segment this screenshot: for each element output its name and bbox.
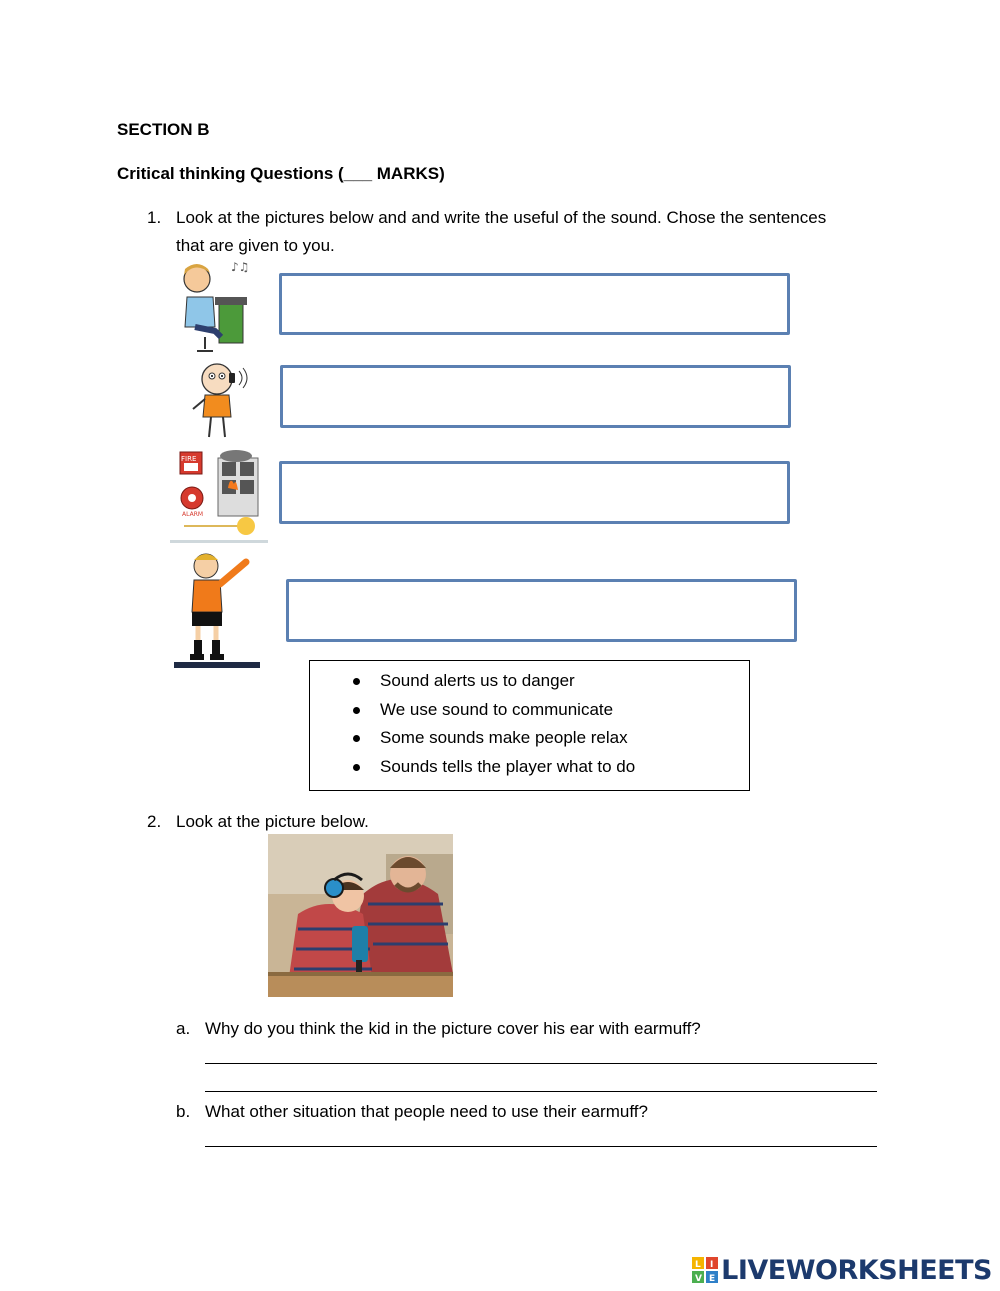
word-bank: [309, 660, 750, 791]
alarm-label: ALARM: [182, 511, 204, 518]
logo-text: LIVEWORKSHEETS: [721, 1254, 992, 1286]
q1-text-line1: Look at the pictures below and and write the useful of the sound. Chose the sentences: [176, 208, 827, 227]
q2a-letter: a.: [176, 1019, 191, 1038]
q1-number: 1.: [147, 208, 162, 227]
answer-box-4[interactable]: [286, 579, 797, 642]
logo-tile-e: E: [709, 1274, 716, 1283]
q2-number: 2.: [147, 812, 162, 831]
word-bank-item: Sounds tells the player what to do: [380, 756, 749, 785]
answer-box-3[interactable]: [279, 461, 790, 524]
answer-line-b1[interactable]: [205, 1146, 877, 1147]
subtitle: Critical thinking Questions (___ MARKS): [117, 164, 445, 183]
relaxing-music-icon: [175, 257, 255, 355]
workshop-photo: [268, 834, 453, 997]
svg-text:♪♫: ♪♫: [231, 260, 250, 274]
answer-box-1[interactable]: [279, 273, 790, 335]
q2a-text: Why do you think the kid in the picture cover his ear with earmuff?: [205, 1019, 701, 1038]
q2b-letter: b.: [176, 1102, 191, 1121]
referee-whistle-icon: [174, 550, 260, 668]
fire-label: FIRE: [181, 455, 197, 463]
answer-line-a2[interactable]: [205, 1091, 877, 1092]
logo-tiles-icon: [692, 1257, 718, 1283]
liveworksheets-logo: [692, 1255, 992, 1285]
section-title: SECTION B: [117, 120, 210, 139]
phone-talking-icon: [183, 359, 255, 441]
q2b-text: What other situation that people need to use their earmuff?: [205, 1102, 648, 1121]
fire-alarm-icon: [170, 448, 268, 546]
q1-text-line2: that are given to you.: [176, 236, 335, 255]
logo-tile-v: V: [695, 1274, 703, 1283]
answer-box-2[interactable]: [280, 365, 791, 428]
word-bank-item: We use sound to communicate: [380, 699, 749, 728]
answer-line-a1[interactable]: [205, 1063, 877, 1064]
word-bank-item: Sound alerts us to danger: [380, 670, 749, 699]
logo-tile-l: L: [695, 1260, 701, 1270]
logo-tile-i: I: [710, 1260, 714, 1270]
q2-text: Look at the picture below.: [176, 812, 369, 831]
word-bank-item: Some sounds make people relax: [380, 727, 749, 756]
